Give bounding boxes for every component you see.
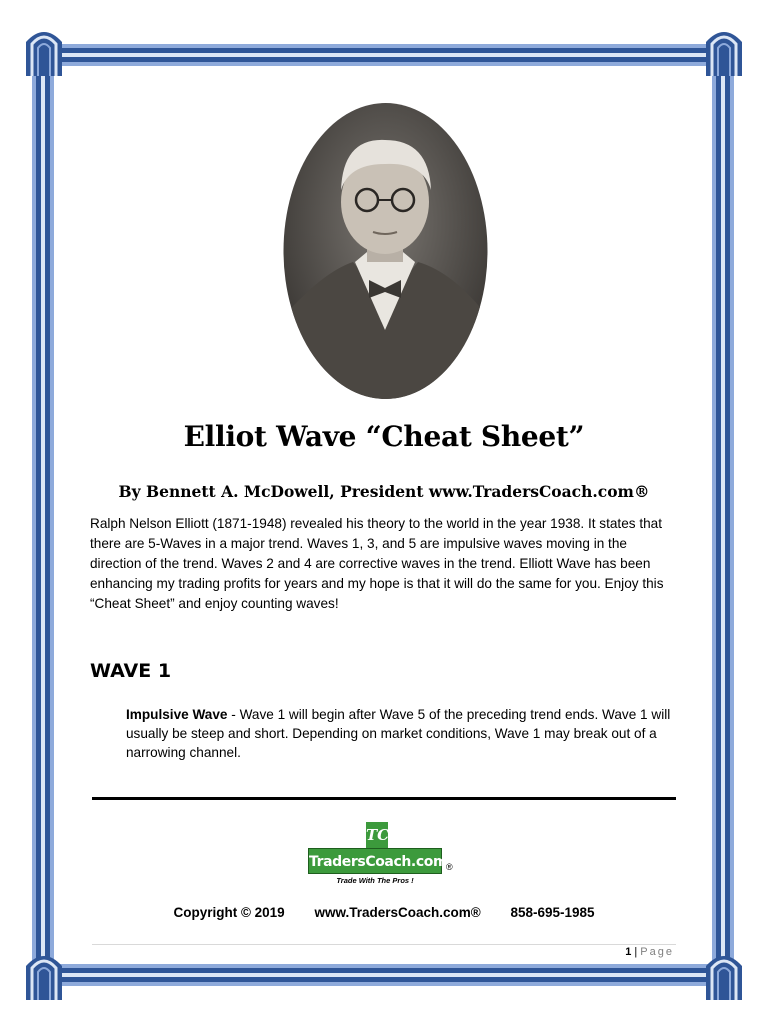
frame-left-border <box>32 40 54 984</box>
footer-website: www.TradersCoach.com® <box>314 905 481 920</box>
footer-copyright: Copyright © 2019 <box>173 905 285 920</box>
frame-corner-ornament-bottom-right <box>704 948 744 1000</box>
wave-description-text: - Wave 1 will begin after Wave 5 of the preceding trend ends. Wave 1 will usually be steep and short. Depending on market conditions, Wave 1 may break out of a narrowing channel. <box>126 707 671 760</box>
logo-tagline: Trade With The Pros ! <box>336 876 414 885</box>
section-heading-wave-1: WAVE 1 <box>90 660 172 682</box>
logo-registered-mark: ® <box>446 862 453 872</box>
page-label: Page <box>640 946 674 958</box>
frame-right-border <box>712 40 734 984</box>
traderscoach-logo <box>308 822 458 888</box>
footer-contact-line <box>0 905 768 920</box>
logo-name: TradersCoach.com <box>308 848 442 874</box>
frame-corner-ornament-bottom-left <box>24 948 64 1000</box>
logo-tc-icon: TC <box>366 822 388 848</box>
footer-phone: 858-695-1985 <box>510 905 595 920</box>
page-number <box>625 946 674 958</box>
wave-term: Impulsive Wave <box>126 707 228 722</box>
page-number-separator: | <box>631 946 641 958</box>
page-number-value: 1 <box>625 946 632 958</box>
page-footer-rule <box>92 944 676 945</box>
intro-paragraph: Ralph Nelson Elliott (1871-1948) revealed his theory to the world in the year 1938. It states that there are 5-Waves in a major trend. Waves 1, 3, and 5 are impulsive waves moving in the direction of the trend. Waves 2 and 4 are corrective waves in the trend. Elliott Wave has been enhancing my trading profits for years and my hope is that it will do the same for you. Enjoy this “Cheat Sheet” and enjoy counting waves! <box>90 516 664 611</box>
author-byline: By Bennett A. McDowell, President www.TradersCoach.com® <box>118 482 650 501</box>
horizontal-rule <box>92 797 676 800</box>
frame-bottom-border <box>40 964 728 986</box>
frame-corner-ornament-top-right <box>704 24 744 76</box>
frame-corner-ornament-top-left <box>24 24 64 76</box>
author-portrait-photo <box>283 102 488 400</box>
frame-top-border <box>40 44 728 66</box>
wave-1-description <box>126 705 680 762</box>
document-title: Elliot Wave “Cheat Sheet” <box>183 420 585 453</box>
